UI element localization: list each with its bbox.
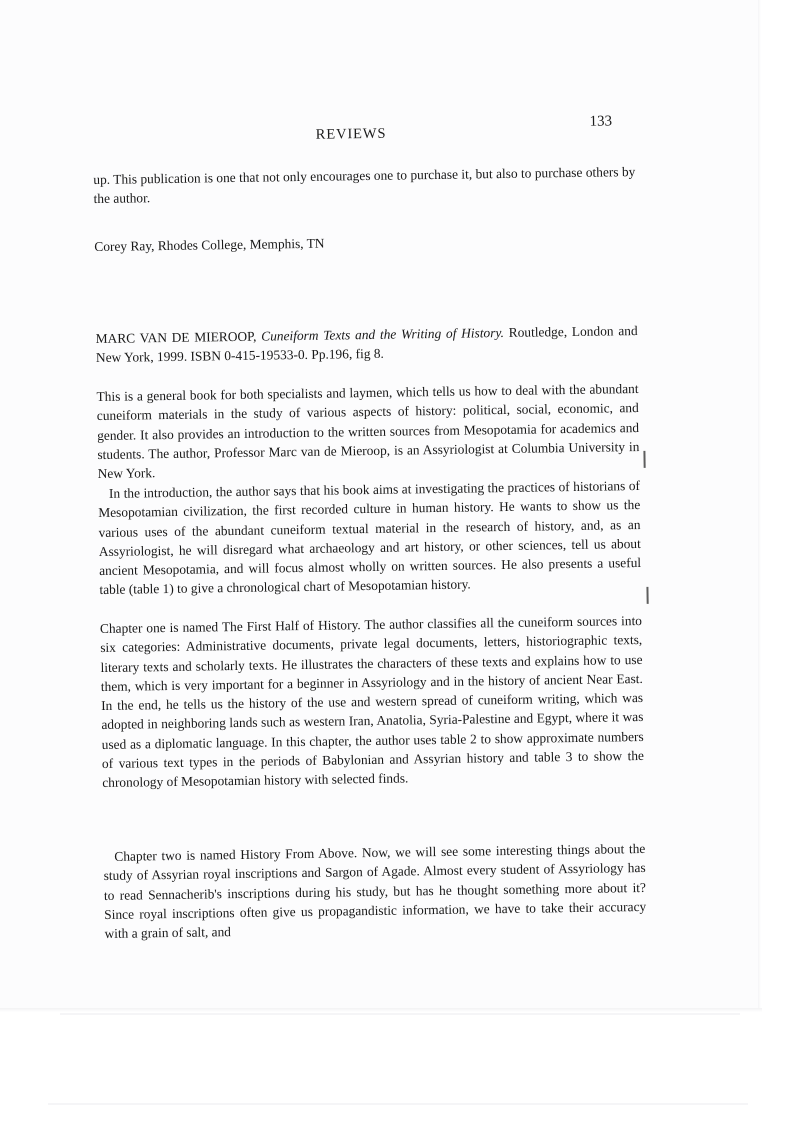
previous-review-byline: Corey Ray, Rhodes College, Memphis, TN bbox=[94, 235, 325, 255]
previous-review-tail-paragraph: up. This publication is one that not only encourages one to purchase it, but also to purchase others by the author. bbox=[93, 164, 636, 207]
margin-annotation-mark bbox=[643, 451, 645, 468]
book-citation bbox=[96, 321, 639, 368]
margin-annotation-mark bbox=[646, 587, 648, 604]
review-paragraph: Chapter one is named The First Half of History. The author classifies all the cuneiform sources into six categories: Administrative documents, private legal documents, letters, historiographic texts, literary texts and scholarly texts. He illustrates the characters of these texts and explains how to use them, which is very important for a beginner in Assyriology and in the history of ancient Near East. In the end, he tells us the history of the use and western spread of cuneiform writing, which was adopted in neighboring lands such as western Iran, Anatolia, Syria-Palestine and Egypt, where it was used as a diplomatic language. In this chapter, the author uses table 2 to show approximate numbers of various text types in the periods of Babylonian and Assyrian history and table 3 to show the chronology of Mesopotamian history with selected finds. bbox=[99, 612, 645, 791]
running-head: REVIEWS bbox=[315, 125, 387, 143]
citation-author: MARC VAN DE MIEROOP, bbox=[95, 328, 257, 347]
review-paragraph: Chapter two is named History From Above. Now, we will see some interesting things about the study of Assyrian royal inscriptions and Sargon of Agade. Almost every student of Assyriology has to read Sennacherib's inscriptions during his study, but has he thought something more about it? Since royal inscriptions often give us propagandistic information, we have to take their accuracy with a grain of salt, and bbox=[103, 840, 647, 942]
page-number: 133 bbox=[589, 113, 613, 130]
citation-imprint: Routledge, London and New York, 1999. ISBN 0-415-19533-0. Pp.196, fig 8. bbox=[95, 323, 638, 366]
citation-title: Cuneiform Texts and the Writing of History. bbox=[261, 324, 505, 344]
review-paragraph: This is a general book for both specialists and laymen, which tells us how to deal with the abundant cuneiform materials in the study of various aspects of history: political, social, economic, and gender. It also provides an introduction to the written sources from Mesopotamia for academics and students. The author, Professor Marc van de Mieroop, is an Assyriologist at Columbia University in New York. bbox=[96, 380, 640, 482]
review-paragraph: In the introduction, the author says that his book aims at investigating the practices of historians of Mesopotamian civilization, the first recorded culture in human history. He wants to show us the various uses of the abundant cuneiform textual material in the research of history, and, as an Assyriologist, he will disregard what archaeology and art history, or other sciences, tell us about ancient Mesopotamia, and will focus almost wholly on written sources. He also presents a useful table (table 1) to give a chronological chart of Mesopotamian history. bbox=[98, 477, 642, 598]
